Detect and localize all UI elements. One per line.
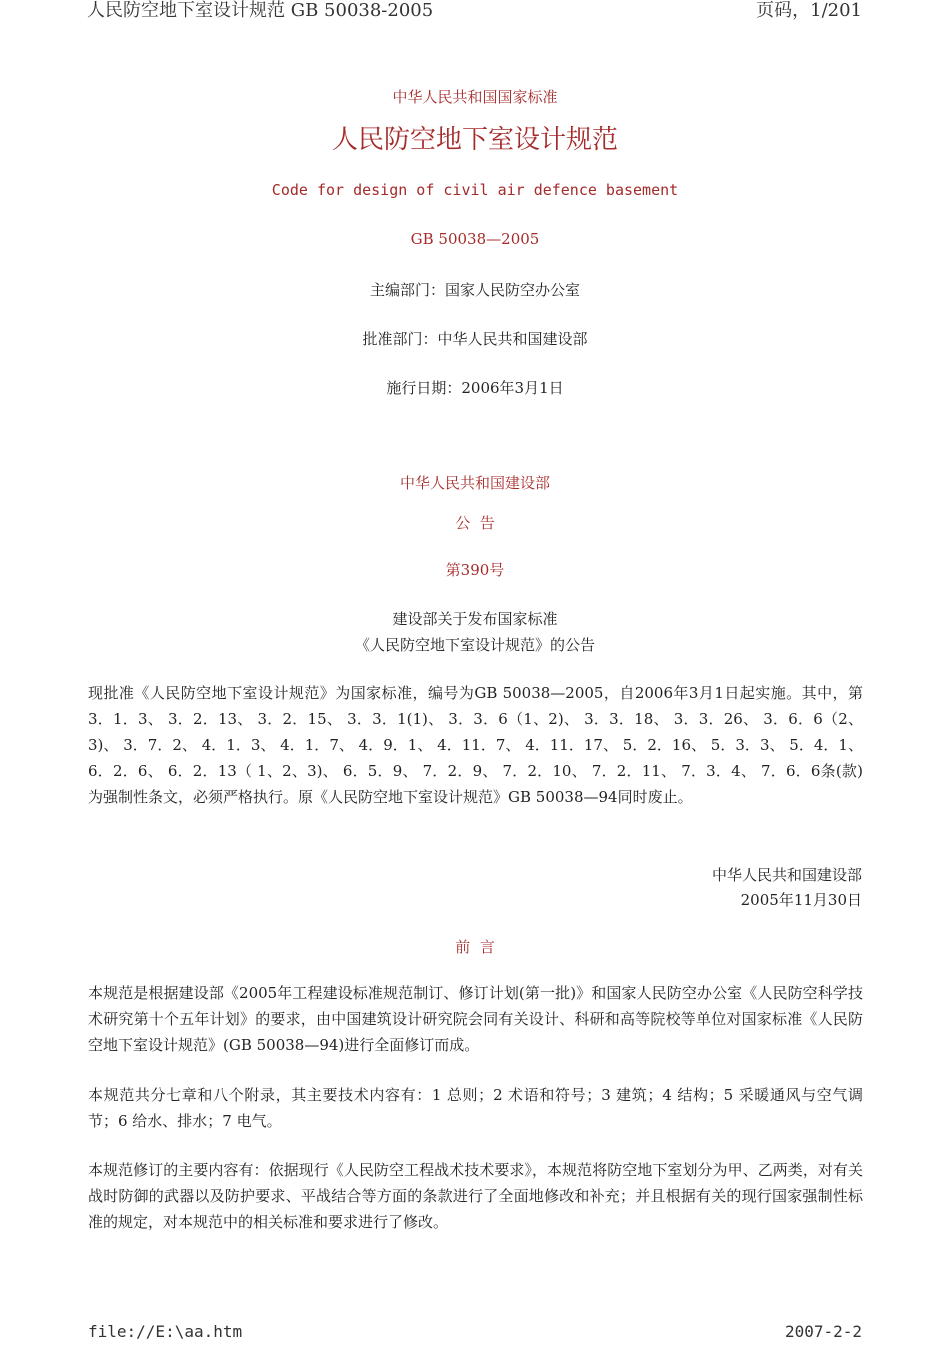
- page-header-page-number: 页码，1/201: [756, 0, 862, 21]
- document-title: 人民防空地下室设计规范: [331, 125, 618, 155]
- preface-paragraph-3: 本规范修订的主要内容有：依据现行《人民防空工程战术技术要求》，本规范将防空地下室划分为甲、乙两类，对有关战时防御的武器以及防护要求、平战结合等方面的条款进行了全面地修改和补充；并且根据有关的现行国家强制性标准的规定，对本规范中的相关标准和要求进行了修改。: [88, 1161, 863, 1231]
- announcement-subject-line1: 建设部关于发布国家标准: [392, 610, 558, 628]
- preface-paragraph-2: 本规范共分七章和八个附录，其主要技术内容有：1 总则；2 术语和符号；3 建筑；4 结构；5 采暖通风与空气调节；6 给水、排水；7 电气。: [88, 1086, 863, 1130]
- page-header-title: 人民防空地下室设计规范 GB 50038-2005: [87, 0, 434, 21]
- effective-date: 施行日期：2006年3月1日: [386, 379, 564, 397]
- standard-code: GB 50038—2005: [410, 230, 540, 248]
- footer-date: 2007-2-2: [784, 1322, 862, 1341]
- announcement-heading: 公 告: [455, 514, 495, 532]
- announcement-ministry: 中华人民共和国建设部: [399, 474, 550, 492]
- announcement-signer: 中华人民共和国建设部: [711, 866, 862, 884]
- announcement-subject-line2: 《人民防空地下室设计规范》的公告: [354, 636, 595, 654]
- english-title: Code for design of civil air defence basement: [271, 181, 679, 199]
- announcement-number: 第390号: [445, 561, 505, 579]
- country-standard-label: 中华人民共和国国家标准: [392, 88, 558, 106]
- announcement-date: 2005年11月30日: [740, 891, 862, 909]
- footer-file-path: file://E:\aa.htm: [88, 1322, 243, 1341]
- preface-paragraph-1: 本规范是根据建设部《2005年工程建设标准规范制订、修订计划(第一批)》和国家人民防空办公室《人民防空科学技术研究第十个五年计划》的要求，由中国建筑设计研究院会同有关设计、科研和高等院校等单位对国家标准《人民防空地下室设计规范》(GB 50038—94)进行全面修订而成。: [88, 984, 863, 1054]
- approving-department: 批准部门：中华人民共和国建设部: [362, 330, 588, 348]
- preface-heading: 前 言: [455, 938, 495, 956]
- announcement-body: 现批准《人民防空地下室设计规范》为国家标准，编号为GB 50038—2005，自2006年3月1日起实施。其中，第3．1．3、 3．2．13、 3．2．15、 3．3．1(1)、 3．3．6（1、2)、 3．3．18、 3．3．26、 3．6．6（2、3)、 3．7．2、 4．1．3、 4．1．7、 4．9．1、 4．11．7、 4．11．17、 5．2．16、 5．3．3、 5．4．1、 6．2．6、 6．2．13（ 1、2、3)、 6．5．9、 7．2．9、 7．2．10、 7．2．11、 7．3．4、 7．6．6条(款)为强制性条文，必须严格执行。原《人民防空地下室设计规范》GB 50038—94同时废止。: [88, 684, 863, 806]
- editing-department: 主编部门：国家人民防空办公室: [369, 281, 580, 299]
